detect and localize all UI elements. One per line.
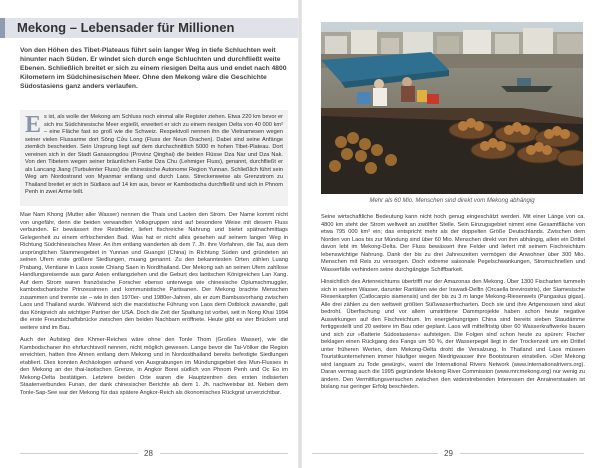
body-paragraph: Auch der Aufstieg des Khmer-Reiches wäre ohne den Tonle Thom (Großes Wasser), wie die Kambodschaner ihn ehrfurchtsvoll nennen, nicht möglich gewesen. Lange bevor die Tai-Völker die Region erreichten, hatten ihre Ahnen entlang dem Mekong und in Nordostthailand bereits befestigte Siedlungen etabliert. Dies konnten Archäologen anhand von Ausgrabungen im Mündungsgebiet des Mun-Flusses in den Mekong an der thai-laotischen Grenze, in Angkor Borei südlich von Phnom Penh und Oc Eo im Mekong-Delta bestätigen. Letztere beiden Orte waren die Hauptzentren des ersten indisierten Staatenverbundes Funan, der dank chinesischer Berichte ab dem 1. Jh. nachweisbar ist. Neben dem Tonle-Sap-See war der Mekong für das spätere Angkor-Reich als ökonomisches Rückgrat unverzichtbar. xyxy=(20,337,288,396)
intro-box-text: s ist, als wolle der Mekong am Schluss noch einmal alle Register ziehen. Etwa 220 km bevor er sich ins Südchinesische Meer ergießt, erweitert er sich zu einem riesigen Delta von 40 000 km² – eine Fläche fast so groß wie die Schweiz. Respektvoll nennen ihn die Vietnamesen wegen seiner vielen Flussarme dort Sông Cửu Long (Fluss der Neun Drachen). Dabei sind seine Anfänge ziemlich bescheiden. Sein Ursprung liegt auf dem durchschnittlich 5000 m hohen Tibet-Plateau. Dort vereinen sich in der Stadt Ganasongdou (Provinz Qinghai) die beiden Flüsse Dza Nar und Dza Nak. Von den Tibetern wegen seiner bräunlichen Farbe Dza Chu (Lehmiger Fluss), genannt, durchfließt er als Lancang Jiang (Turbulenter Fluss) die chinesische Autonome Region Yunnan. Schließlich führt sein Weg am Nordostrand von Myanmar entlang und durch Laos. Streckenweise als Grenzstrom zu Thailand breitet er sich in Südlaos auf 14 km aus, bevor er Kambodscha durchfließt und sich in Phnom Penh in zwei Arme teilt. xyxy=(25,114,283,195)
footer-rule xyxy=(20,453,138,454)
photo-caption: Mehr als 60 Mio. Menschen sind direkt vom Mekong abhängig xyxy=(369,198,535,204)
lead-paragraph: Von den Höhen des Tibet-Plateaus führt sein langer Weg in tiefe Schluchten weit hinunter nach Süden. Er windet sich durch enge Schluchten und durchfließt weite Ebenen. Schließlich breitet er sich zu einem riesigen Delta aus und endet nach 4800 Kilometern im Südchinesischen Meer. Ohne den Mekong wäre die Geschichte Südostasiens ganz anders verlaufen. xyxy=(20,47,287,90)
drop-cap: E xyxy=(25,112,42,138)
intro-box xyxy=(20,110,288,206)
body-paragraph: Hinsichtlich des Artenreichtums übertrifft nur der Amazonas den Mekong. Über 1300 Fischarten tummeln sich in seinem Wasser, darunter Raritäten wie der Irawadi-Delfin (Orcaella brevirostris), der Siamesische Riesenkarpfen (Catlocarpio siamensis) und der bis zu 3 m lange Mekong-Riesenwels (Pangasius gigas). Alle drei zählen zu den weltweit größten Süßwasserfischarten. Doch sie und ihre Artgenossen sind akut bedroht. Überfischung und vor allem umstrittene Dammprojekte haben schon heute negative Auswirkungen auf den Fischreichtum. Im energiehungrigen China sind bereits sieben Staudämme fertiggestellt und 20 weitere im Bau oder geplant. Laos will mittelfristig über 60 Wasserkraftwerke bauen und sich zur »Batterie Südostasiens« aufsteigen. Die Folgen sind schon heute zu spüren: Fischer beklagen einen Rückgang des Fangs um 50 %, der Wasserpegel liegt in der Trockenzeit um ein Drittel unter früheren Werten, dem Mekong-Delta droht die Versalzung. In Thailand und Laos müssen Touristikunternehmen immer häufiger wegen Niedrigwasser ihre Bootstouren einstellen. »Der Mekong wird langsam zu Tode gewürgt«, warnt die International Rivers Network (www.internationalrivers.org). Daran vermag auch die 1995 gegründete Mekong River Commission (www.mrcmekong.org) nur wenig zu ändern. Den Vermittlungsversuchen zwischen den widerstrebenden Interessen der Anrainerstaaten ist bislang nur geringer Erfolg beschieden. xyxy=(321,279,585,390)
left-body-text xyxy=(20,212,288,402)
page-number: 29 xyxy=(444,449,453,458)
footer-rule xyxy=(160,453,288,454)
photo-illustration xyxy=(321,22,583,194)
right-body-text xyxy=(321,214,585,397)
right-page xyxy=(300,0,600,468)
mekong-market-photo xyxy=(321,22,583,194)
footer-rule xyxy=(460,453,584,454)
page-title: Mekong – Lebensader für Millionen xyxy=(17,20,235,35)
page-number: 28 xyxy=(144,449,153,458)
footer-rule xyxy=(312,453,438,454)
body-paragraph: Seine wirtschaftliche Bedeutung kann nicht hoch genug eingeschätzt werden. Mit einer Länge von ca. 4800 km steht der Strom weltweit an zwölfter Stelle. Sein Einzugsgebiet nimmt eine Gesamtfläche von etwa 795 000 km² ein; das entspricht mehr als der doppelten Größe Deutschlands. Zwischen dem Norden von Laos bis zur Mündung sind über 60 Mio. Menschen direkt von ihm abhängig, allein ein Drittel davon lebt im Mekong-Delta. Der Fluss bewässert ihre Felder und liefert mit seinem Fischreichtum lebenswichtige Nahrung. Dank der bis zu drei Jahreszeiten vermögen die Anwohner über 300 Mio. Menschen mit Reis zu versorgen. Doch extreme saisonale Pegelschwankungen, Stromschnellen und Wasserfälle verhindern seine durchgängige Schiffbarkeit. xyxy=(321,214,585,273)
body-paragraph: Mae Nam Khong (Mutter aller Wasser) nennen die Thais und Laoten den Strom. Der Name kommt nicht von ungefähr, denn die beiden verwandten Volksgruppen sind auf besondere Weise mit diesem Fluss verbunden. Er bewässert ihre Reisfelder, liefert fischreiche Nahrung und bietet spätnachmittags Gelegenheit zu einem erfrischenden Bad. Was hat er nicht alles gesehen auf seinem langen Weg in Richtung Südchinesisches Meer. An ihm entlang wanderten ab dem 7. Jh. ihre Vorfahren, die Tai, aus dem ursprünglichen Stammesgebiet in Yunnan und Guangxi (China) in Richtung Süden und gründeten an seinen Ufern erste größere Siedlungen, muang genannt. Zu den bekanntesten Orten zählen Luang Prabang, Vientiane in Laos sowie Chiang Saen in Nordthailand. Der Mekong sah an seinen Ufern zahllose Handlungsreisende aus ganz Asien entlangziehen und die Geburt des laotischen Königreiches Lan Xang. Auf dem Strom waren französische Forscher ebenso unterwegs wie chinesische Opiumschmuggler, kambodschanische Prinzessinnen und kommunistische Partisanen. Der Mekong brachte Menschen zusammen und trennte sie – wie in den 1970er- und 1980er-Jahren, als er zum Bambusvorhang zwischen Laos und Thailand wurde. Während sich die marxistische Führung von Laos dem Ostblock zuwandte, galt das Königreich als wichtiger Partner der USA. Doch die Zeit der Spaltung ist vorbei, seit in Nong Khai 1994 die erste Freundschaftsbrücke zwischen den beiden Nachbarn eröffnete. Heute gibt es vier Brücken und weitere sind im Bau. xyxy=(20,212,288,331)
title-bar xyxy=(0,18,300,38)
